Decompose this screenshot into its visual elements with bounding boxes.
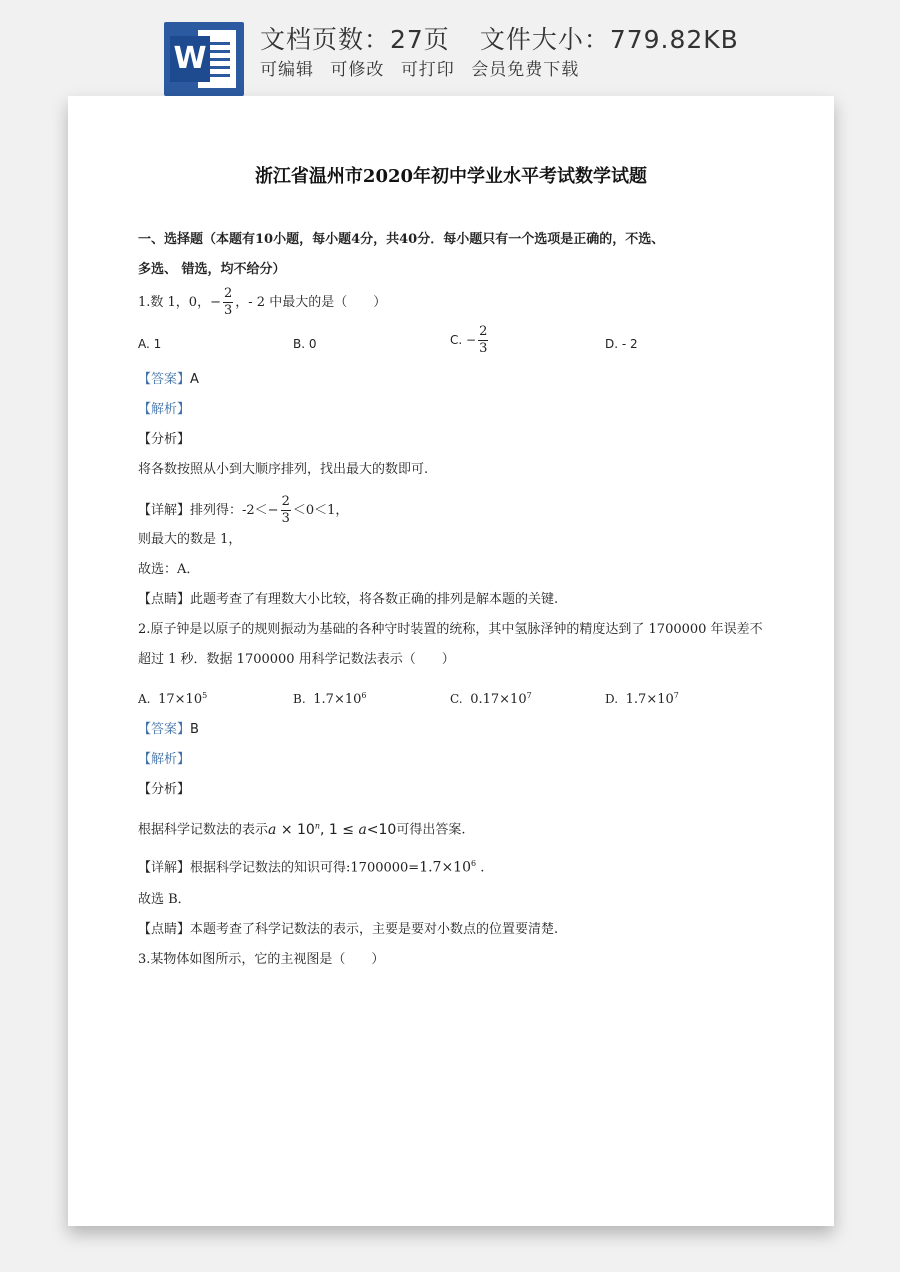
file-size: 文件大小：779.82KB [479, 25, 739, 54]
feature-modifiable: 可修改 [330, 60, 385, 80]
q1-fenxi-text: 将各数按照从小到大顺序排列，找出最大的数即可. [138, 462, 429, 477]
word-document-icon: W [164, 22, 244, 96]
fraction: $\frac{2}{3}$ [223, 286, 233, 318]
page-count: 文档页数：27页 [260, 25, 450, 54]
q2-fenxi-text: 根据科学记数法的表示$a \times 10^n$, 1 ≤ a<10可得出答案. [138, 821, 466, 838]
q2-option-d: D. $1.7\times 10^7$ [605, 691, 679, 707]
file-info [260, 20, 739, 56]
q2-option-c: C. $0.17\times 10^7$ [450, 691, 532, 707]
question-2: 2.原子钟是以原子的规则振动为基础的各种守时装置的统称，其中氢脉泽钟的精度达到了 1700000 年误差不 [138, 622, 763, 637]
q1-jiexi: 【解析】 [138, 402, 191, 417]
download-banner [0, 0, 900, 100]
document-page [68, 96, 834, 1226]
q1-option-b: B. 0 [293, 337, 317, 351]
section-heading-cont: 多选、 错选，均不给分） [138, 262, 286, 277]
question-2-cont: 超过 1 秒．数据 1700000 用科学记数法表示（ ） [138, 652, 455, 667]
q1-option-a: A. 1 [138, 337, 162, 351]
q1-dianjing: 【点睛】此题考查了有理数大小比较，将各数正确的排列是解本题的关键. [138, 592, 559, 607]
feature-printable: 可打印 [400, 60, 455, 80]
section-heading: 一、选择题（本题有10小题，每小题4分，共40分．每小题只有一个选项是正确的，不选、 [138, 232, 665, 247]
document-title: 浙江省温州市2020年初中学业水平考试数学试题 [254, 166, 648, 187]
question-3: 3.某物体如图所示，它的主视图是（ ） [138, 952, 385, 967]
q1-max-line: 则最大的数是 1， [138, 532, 242, 547]
q1-choice: 故选：A． [138, 562, 200, 577]
question-1: 1.数 1，0，− $\frac{2}{3}$ ，- 2 中最大的是（ ） [138, 286, 387, 318]
q1-answer: 【答案】A [138, 372, 199, 387]
q2-choice: 故选 B． [138, 892, 191, 907]
q2-xiangjie: 【详解】根据科学记数法的知识可得$:1700000=1.7\times 10^6$ . [138, 859, 485, 876]
feature-list [260, 55, 589, 80]
q1-option-d: D. - 2 [605, 337, 638, 351]
q1-xiangjie: 【详解】排列得：-2＜− $\frac{2}{3}$ ＜0＜1， [138, 494, 349, 526]
q2-dianjing: 【点睛】本题考查了科学记数法的表示，主要是要对小数点的位置要清楚. [138, 922, 559, 937]
q2-fenxi: 【分析】 [138, 782, 191, 797]
q1-option-c: C. − $\frac{2}{3}$ [450, 324, 488, 356]
q2-option-b: B. $1.7\times 10^6$ [293, 691, 367, 707]
q2-option-a: A. $17\times 10^5$ [138, 691, 208, 707]
feature-member-download: 会员免费下载 [471, 60, 580, 80]
feature-editable: 可编辑 [260, 60, 314, 80]
q1-fenxi: 【分析】 [138, 432, 191, 447]
q2-jiexi: 【解析】 [138, 752, 191, 767]
q2-answer: 【答案】B [138, 722, 199, 737]
